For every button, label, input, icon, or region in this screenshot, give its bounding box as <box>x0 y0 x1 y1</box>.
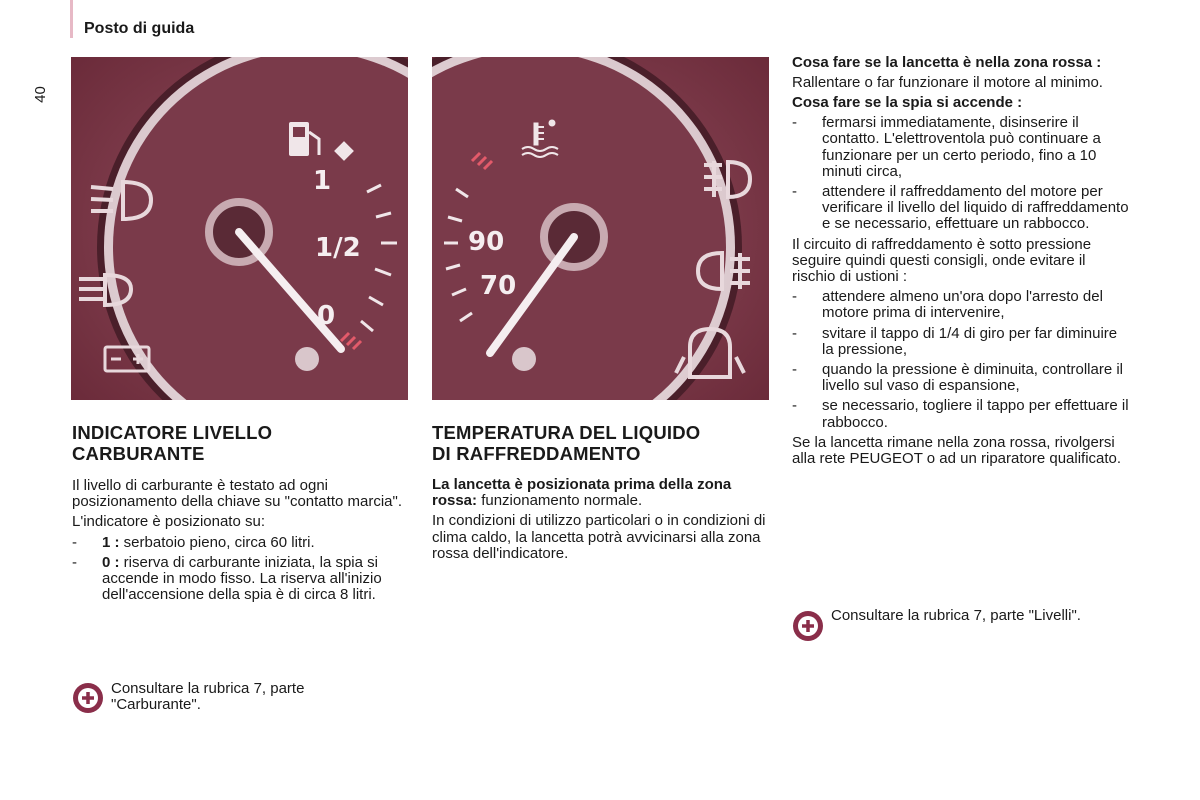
coolant-instructions <box>792 55 1132 471</box>
fuel-section-title: INDICATORE LIVELLO CARBURANTE <box>72 422 273 464</box>
list-item: - attendere il raffreddamento del motore per verificare il livello del liquido di raffreddamento e se necessario, effettuare un rabbocco. <box>792 184 1132 233</box>
section-title: Posto di guida <box>84 20 195 37</box>
list-item: - 1 : serbatoio pieno, circa 60 litri. <box>72 535 408 551</box>
list-item: - fermarsi immediatamente, disinserire il contatto. L'elettroventola può continuare a funzionare per un certo periodo, fino a 10 minuti circa, <box>792 115 1132 180</box>
plus-circle-icon <box>72 682 104 714</box>
page-number: 40 <box>31 86 49 103</box>
fuel-label-empty: 0 <box>317 301 336 331</box>
red-zone-heading: Cosa fare se la lancetta è nella zona rossa : <box>792 54 1102 71</box>
light-on-heading: Cosa fare se la spia si accende : <box>792 94 1023 112</box>
temperature-gauge-image <box>432 57 769 400</box>
fuel-note-text: Consultare la rubrica 7, parte "Carburante". <box>111 680 305 713</box>
coolant-section-body <box>432 477 770 566</box>
red-zone-text: Rallentare o far funzionare il motore al minimo. <box>792 74 1103 91</box>
pressure-text: Il circuito di raffreddamento è sotto pressione seguire quindi questi consigli, onde evitare il rischio di ustioni : <box>792 235 1092 286</box>
coolant-note <box>792 610 824 647</box>
coolant-note-text: Consultare la rubrica 7, parte "Livelli". <box>831 607 1081 624</box>
coolant-lead: La lancetta è posizionata prima della zona rossa: funzionamento normale. <box>432 476 732 510</box>
fuel-label-full: 1 <box>313 166 332 196</box>
plus-circle-icon <box>792 610 824 642</box>
fuel-para-1: Il livello di carburante è testato ad ogni posizionamento della chiave su "contatto marcia". <box>72 477 402 511</box>
list-item: - 0 : riserva di carburante iniziata, la spia si accende in modo fisso. La riserva all'inizio dell'accensione della spia è di circa 8 litri. <box>72 555 408 604</box>
coolant-para-2: In condizioni di utilizzo particolari o in condizioni di clima caldo, la lancetta potrà avvicinarsi alla zona rossa dell'indicatore. <box>432 512 766 562</box>
pressure-list <box>792 289 1132 431</box>
fuel-note <box>72 682 104 719</box>
list-item: - se necessario, togliere il tappo per effettuare il rabbocco. <box>792 398 1132 430</box>
temp-label-70: 70 <box>480 271 517 301</box>
fuel-positions-list <box>72 535 408 604</box>
list-item: - quando la pressione è diminuita, controllare il livello sul vaso di espansione, <box>792 362 1132 394</box>
fuel-para-2: L'indicatore è posizionato su: <box>72 513 265 531</box>
list-item: - svitare il tappo di 1/4 di giro per far diminuire la pressione, <box>792 326 1132 358</box>
fuel-label-half: 1/2 <box>315 233 361 263</box>
fuel-gauge-image <box>71 57 408 400</box>
header-accent-bar <box>70 0 73 38</box>
temp-label-90: 90 <box>468 227 505 257</box>
light-on-list <box>792 115 1132 232</box>
coolant-section-title: TEMPERATURA DEL LIQUIDO DI RAFFREDDAMENTO <box>432 422 701 464</box>
final-text: Se la lancetta rimane nella zona rossa, rivolgersi alla rete PEUGEOT o ad un riparatore qualificato. <box>792 433 1122 468</box>
list-item: - attendere almeno un'ora dopo l'arresto del motore prima di intervenire, <box>792 289 1132 321</box>
fuel-section-body <box>72 478 408 607</box>
